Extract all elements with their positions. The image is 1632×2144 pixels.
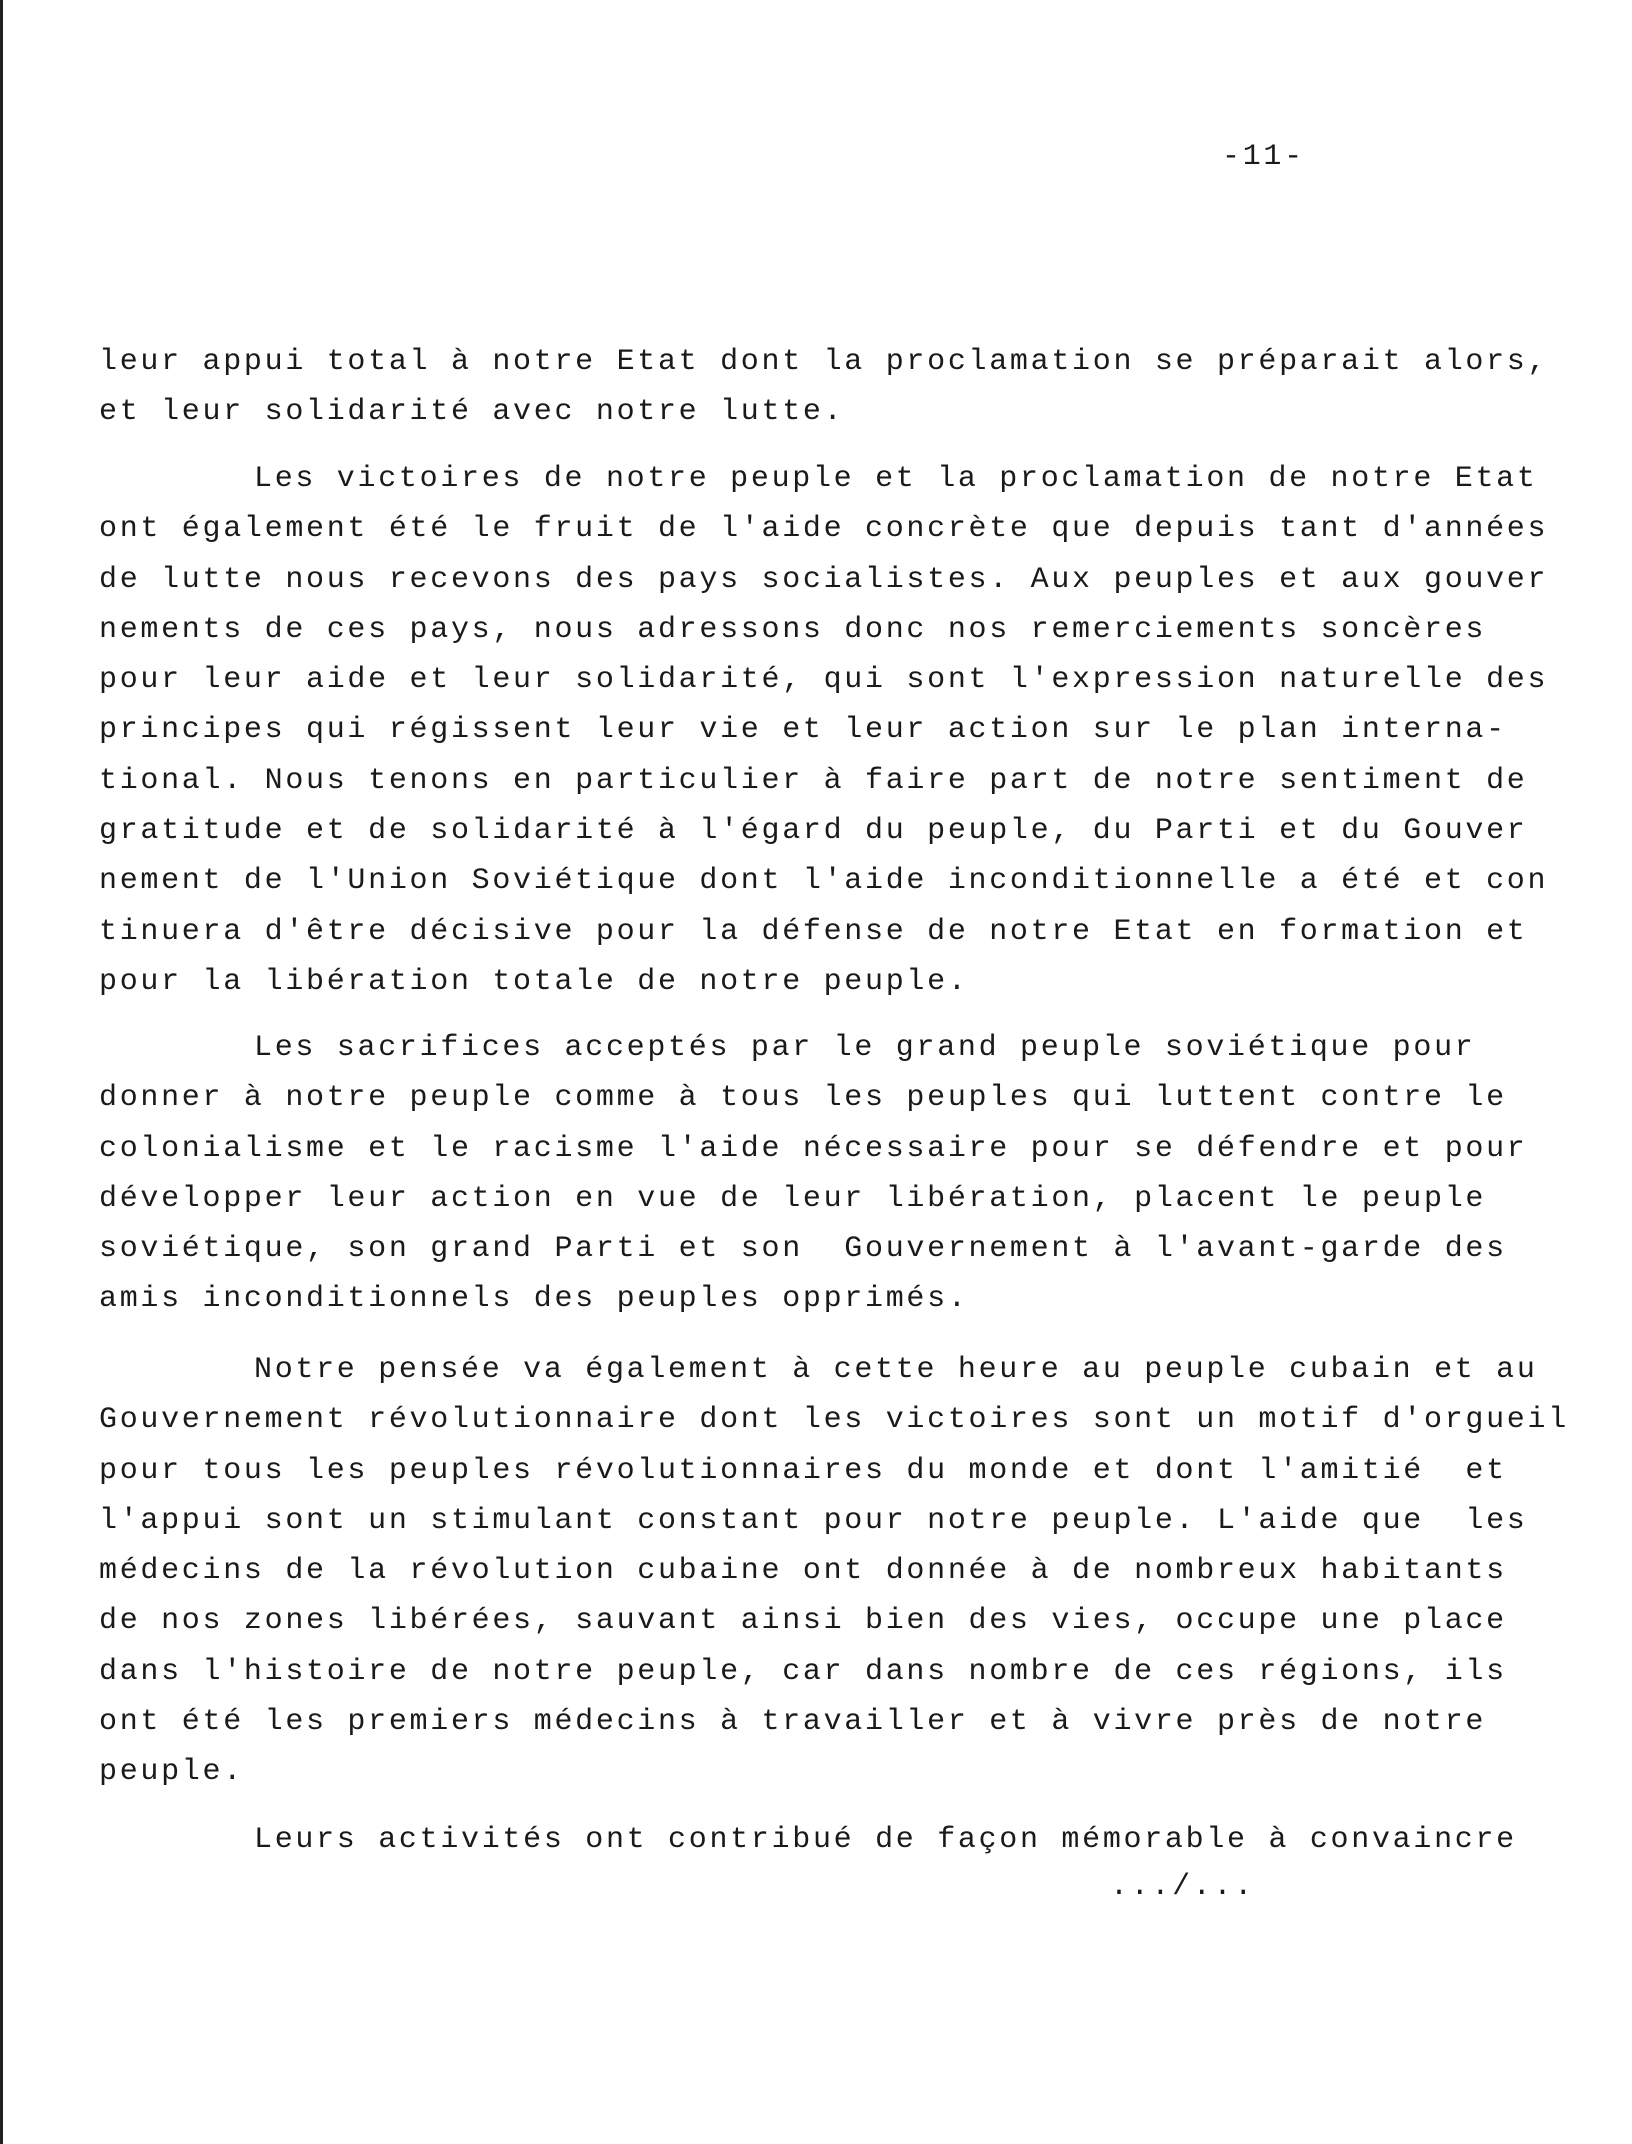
text-line: Leurs activités ont contribué de façon mémorable à convaincre xyxy=(254,1823,1517,1857)
paragraph xyxy=(99,337,1548,438)
text-line: de lutte nous recevons des pays socialistes. Aux peuples et aux gouver xyxy=(99,562,1549,597)
scan-page-edge xyxy=(0,0,3,2144)
text-line: leur appui total à notre Etat dont la proclamation se préparait alors, xyxy=(99,345,1549,379)
text-line: donner à notre peuple comme à tous les peuples qui luttent contre le xyxy=(99,1081,1507,1116)
text-line: principes qui régissent leur vie et leur action sur le plan interna- xyxy=(99,713,1507,748)
text-line: Les sacrifices acceptés par le grand peuple soviétique pour xyxy=(254,1031,1476,1065)
paragraph xyxy=(99,1345,1569,1798)
text-line: amis inconditionnels des peuples opprimés. xyxy=(99,1282,969,1317)
text-line: ont également été le fruit de l'aide concrète que depuis tant d'années xyxy=(99,512,1549,547)
text-line: Notre pensée va également à cette heure au peuple cubain et au xyxy=(254,1353,1538,1387)
paragraph xyxy=(99,1023,1528,1325)
text-line: colonialisme et le racisme l'aide nécessaire pour se défendre et pour xyxy=(99,1131,1528,1166)
text-line: tional. Nous tenons en particulier à faire part de notre sentiment de xyxy=(99,763,1528,798)
text-line: soviétique, son grand Parti et son Gouvernement à l'avant-garde des xyxy=(99,1232,1507,1267)
text-line: peuple. xyxy=(99,1755,244,1790)
paragraph xyxy=(99,454,1548,1007)
text-line: nement de l'Union Soviétique dont l'aide inconditionnelle a été et con xyxy=(99,864,1549,899)
text-line: Les victoires de notre peuple et la proclamation de notre Etat xyxy=(254,462,1538,496)
text-line: et leur solidarité avec notre lutte. xyxy=(99,395,845,430)
text-line: pour leur aide et leur solidarité, qui sont l'expression naturelle des xyxy=(99,663,1549,698)
text-line: gratitude et de solidarité à l'égard du peuple, du Parti et du Gouver xyxy=(99,814,1528,849)
text-line: dans l'histoire de notre peuple, car dans nombre de ces régions, ils xyxy=(99,1654,1507,1689)
text-line: nements de ces pays, nous adressons donc nos remerciements soncères xyxy=(99,612,1487,647)
text-line: développer leur action en vue de leur libération, placent le peuple xyxy=(99,1181,1487,1216)
page-number: -11- xyxy=(1222,140,1305,174)
continuation-mark: .../... xyxy=(1110,1870,1255,1904)
text-line: ont été les premiers médecins à travailler et à vivre près de notre xyxy=(99,1705,1487,1740)
text-line: pour la libération totale de notre peuple. xyxy=(99,964,969,999)
paragraph xyxy=(99,1815,1517,1865)
text-line: l'appui sont un stimulant constant pour notre peuple. L'aide que les xyxy=(99,1503,1528,1538)
text-line: pour tous les peuples révolutionnaires du monde et dont l'amitié et xyxy=(99,1453,1507,1488)
text-line: Gouvernement révolutionnaire dont les victoires sont un motif d'orgueil xyxy=(99,1403,1569,1438)
text-line: tinuera d'être décisive pour la défense de notre Etat en formation et xyxy=(99,914,1528,949)
text-line: de nos zones libérées, sauvant ainsi bien des vies, occupe une place xyxy=(99,1604,1507,1639)
text-line: médecins de la révolution cubaine ont donnée à de nombreux habitants xyxy=(99,1554,1507,1589)
